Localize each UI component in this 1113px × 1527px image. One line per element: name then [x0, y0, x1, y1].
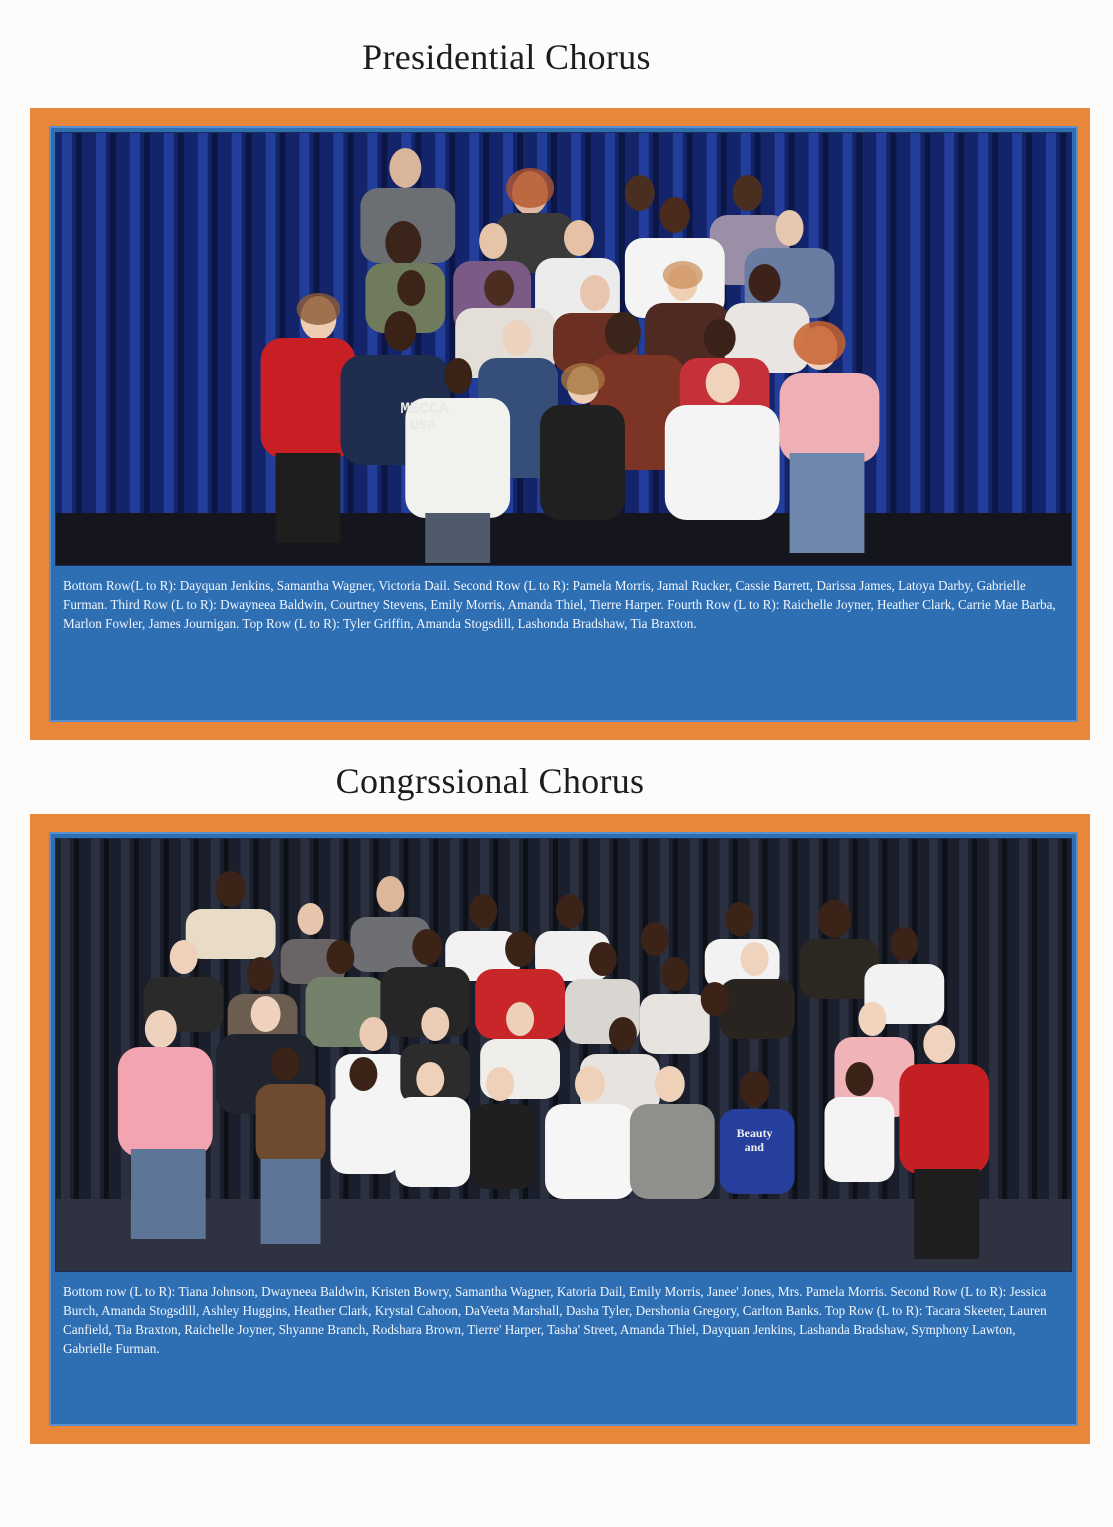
shirt-print-beauty: Beauty — [736, 1125, 773, 1141]
shirt-print-usa: USA — [410, 417, 436, 435]
caption-box — [49, 832, 1078, 1426]
photo-panel-congressional — [30, 814, 1090, 1444]
group-photo-presidential — [55, 132, 1072, 566]
section-title-presidential: Presidential Chorus — [362, 37, 651, 77]
caption-text-congressional: Bottom row (L to R): Tiana Johnson, Dwayneea Baldwin, Kristen Bowry, Samantha Wagner, Katoria Dail, Emily Morris, Janee' Jones, Mrs. Pamela Morris. Second Row (L to R): Jessica Burch, Amanda Stogsdill, Ashley Huggins, Heather Clark, Krystal Cahoon, DaVeeta Marshall, Dasha Tyler, Dershonia Gregory, Carlton Banks. Top Row (L to R): Tacara Skeeter, Lauren Canfield, Tia Braxton, Raichelle Joyner, Shyanne Branch, Rodshara Brown, Tierre' Harper, Tasha' Street, Amanda Thiel, Dayquan Jenkins, Lashanda Bradshaw, Symphony Lawton, Gabrielle Furman. — [63, 1284, 1047, 1356]
section-title-congressional: Congrssional Chorus — [335, 761, 645, 801]
caption-text-presidential: Bottom Row(L to R): Dayquan Jenkins, Samantha Wagner, Victoria Dail. Second Row (L to R): Pamela Morris, Jamal Rucker, Cassie Barrett, Darissa James, Latoya Darby, Gabrielle Furman. Third Row (L to R): Dwayneea Baldwin, Courtney Stevens, Emily Morris, Amanda Thiel, Tierre Harper. Fourth Row (L to R): Raichelle Joyner, Heather Clark, Carrie Mae Barba, Marlon Fowler, James Journigan. Top Row (L to R): Tyler Griffin, Amanda Stogsdill, Lashonda Bradshaw, Tia Braxton. — [63, 578, 1056, 631]
group-photo-congressional — [55, 838, 1072, 1272]
shirt-print-and: and — [744, 1139, 764, 1155]
shirt-print-mecca: MECCA — [400, 399, 449, 419]
photo-panel-presidential — [30, 108, 1090, 740]
caption-box — [49, 126, 1078, 722]
